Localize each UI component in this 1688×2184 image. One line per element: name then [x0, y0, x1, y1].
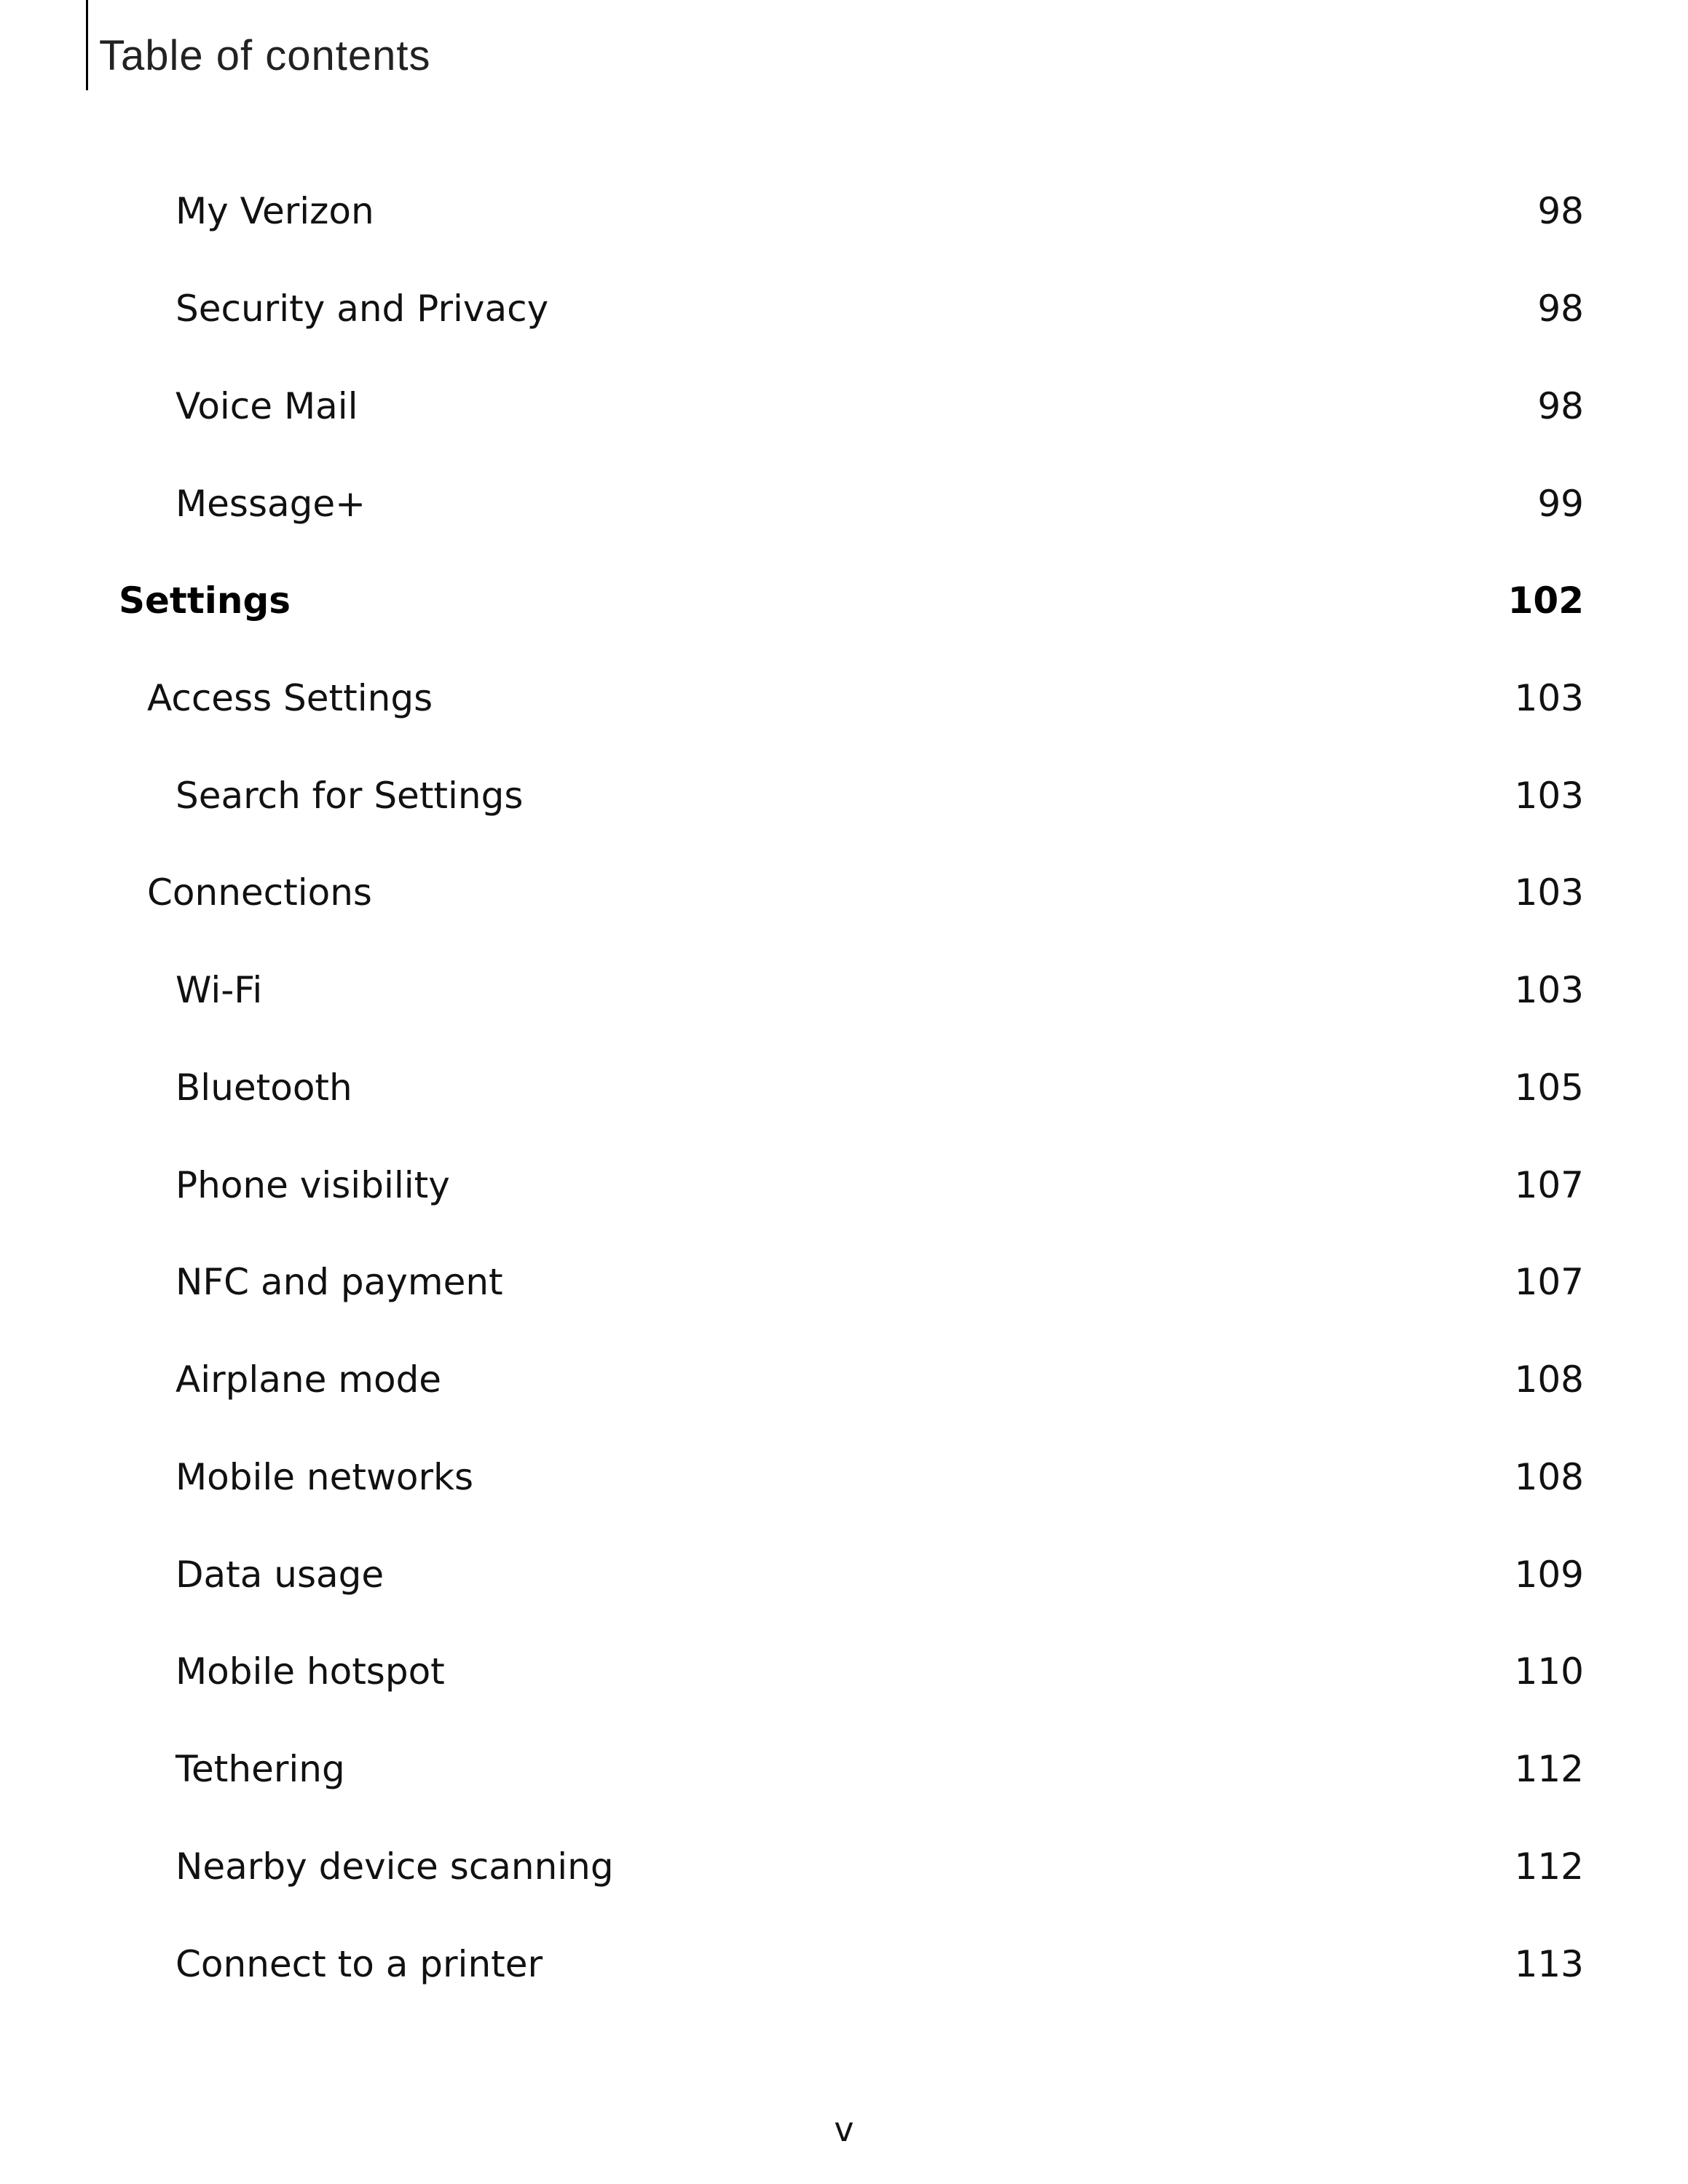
toc-entry-label: Airplane mode — [175, 1358, 442, 1401]
toc-entry-nearby-device-scanning[interactable] — [0, 1834, 1688, 1899]
toc-entry-label: Wi-Fi — [175, 969, 263, 1011]
toc-entry-settings[interactable] — [0, 568, 1688, 633]
toc-entry-label: Mobile networks — [175, 1456, 474, 1498]
toc-entry-page: 113 — [1514, 1943, 1584, 1985]
toc-entry-tethering[interactable] — [0, 1736, 1688, 1802]
toc-entry-label: Connections — [147, 871, 372, 914]
toc-entry-data-usage[interactable] — [0, 1542, 1688, 1607]
toc-entry-page: 98 — [1537, 190, 1584, 232]
toc-entry-label: NFC and payment — [175, 1261, 503, 1303]
header-rule — [86, 0, 88, 90]
toc-entry-page: 103 — [1514, 775, 1584, 817]
toc-entry-page: 108 — [1514, 1358, 1584, 1401]
toc-entry-connections[interactable] — [0, 860, 1688, 925]
toc-entry-page: 110 — [1514, 1650, 1584, 1693]
toc-entry-wi-fi[interactable] — [0, 957, 1688, 1023]
toc-entry-label: Search for Settings — [175, 775, 524, 817]
toc-entry-label: Message+ — [175, 483, 366, 525]
toc-entry-page: 103 — [1514, 677, 1584, 719]
toc-entry-page: 109 — [1514, 1554, 1584, 1596]
toc-entry-label: Nearby device scanning — [175, 1845, 614, 1888]
toc-entry-label: Settings — [119, 579, 291, 622]
toc-entry-label: Bluetooth — [175, 1067, 352, 1109]
toc-entry-page: 103 — [1514, 969, 1584, 1011]
toc-entry-page: 105 — [1514, 1067, 1584, 1109]
toc-entry-message-plus[interactable] — [0, 471, 1688, 537]
toc-entry-page: 99 — [1537, 483, 1584, 525]
toc-entry-label: Connect to a printer — [175, 1943, 543, 1985]
toc-entry-page: 107 — [1514, 1261, 1584, 1303]
toc-entry-label: Phone visibility — [175, 1164, 450, 1206]
toc-entry-label: Mobile hotspot — [175, 1650, 445, 1693]
toc-entry-airplane-mode[interactable] — [0, 1347, 1688, 1412]
toc-entry-label: Data usage — [175, 1554, 384, 1596]
toc-entry-page: 112 — [1514, 1845, 1584, 1888]
footer-page-number: v — [834, 2110, 854, 2149]
toc-entry-page: 98 — [1537, 288, 1584, 330]
toc-entry-my-verizon[interactable] — [0, 178, 1688, 244]
page-title: Table of contents — [99, 32, 431, 79]
toc-entry-mobile-hotspot[interactable] — [0, 1639, 1688, 1704]
toc-entry-label: Security and Privacy — [175, 288, 549, 330]
toc-entry-voice-mail[interactable] — [0, 373, 1688, 439]
toc-entry-page: 108 — [1514, 1456, 1584, 1498]
toc-entry-security-and-privacy[interactable] — [0, 276, 1688, 341]
toc-entry-page: 107 — [1514, 1164, 1584, 1206]
toc-entry-nfc-and-payment[interactable] — [0, 1249, 1688, 1315]
toc-entry-mobile-networks[interactable] — [0, 1444, 1688, 1510]
toc-entry-label: Access Settings — [147, 677, 433, 719]
toc-entry-bluetooth[interactable] — [0, 1055, 1688, 1120]
toc-entry-label: Voice Mail — [175, 385, 358, 427]
toc-entry-page: 112 — [1514, 1748, 1584, 1790]
toc-entry-access-settings[interactable] — [0, 665, 1688, 731]
toc-entry-page: 103 — [1514, 871, 1584, 914]
toc-entry-label: Tethering — [175, 1748, 345, 1790]
toc-entry-phone-visibility[interactable] — [0, 1152, 1688, 1218]
toc-entry-page: 102 — [1507, 579, 1584, 622]
toc-entry-search-for-settings[interactable] — [0, 763, 1688, 828]
toc-entry-label: My Verizon — [175, 190, 374, 232]
toc-entry-page: 98 — [1537, 385, 1584, 427]
toc-entry-connect-to-a-printer[interactable] — [0, 1931, 1688, 1997]
